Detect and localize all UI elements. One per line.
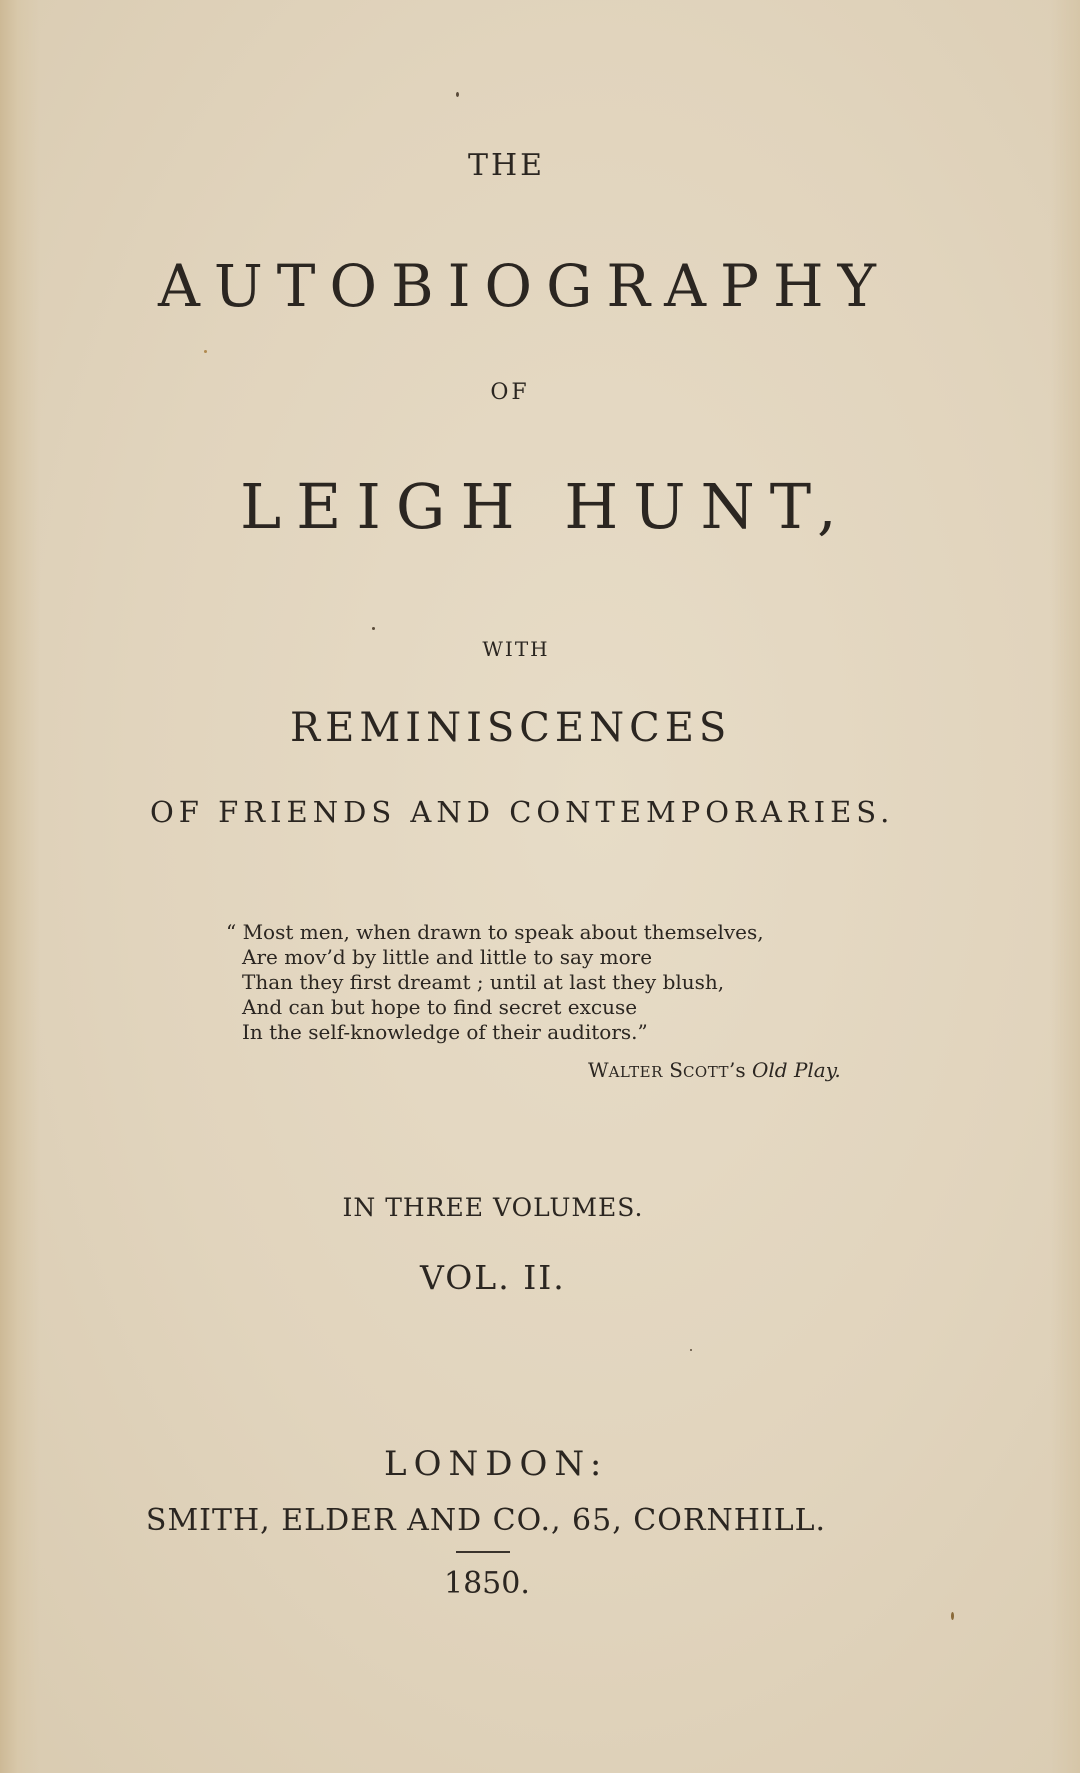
epigraph-line: “ Most men, when drawn to speak about themselves, <box>226 920 764 944</box>
title-of: OF <box>490 380 530 405</box>
paper-speck <box>456 92 459 97</box>
epigraph-line: Are mov’d by little and little to say more <box>242 945 653 969</box>
paper-speck <box>690 1349 692 1351</box>
paper-speck <box>951 1612 954 1620</box>
epigraph-attribution <box>588 1058 841 1082</box>
attribution-smallcaps: ALTER <box>608 1063 663 1081</box>
imprint-year: 1850. <box>444 1566 530 1601</box>
imprint-city: LONDON: <box>384 1444 609 1484</box>
epigraph-line: In the self-knowledge of their auditors.” <box>242 1020 648 1044</box>
subtitle-friends: OF FRIENDS AND CONTEMPORARIES. <box>150 795 895 829</box>
volume-number: VOL. II. <box>420 1258 566 1297</box>
title-with: WITH <box>482 637 550 661</box>
attribution-work: Old Play. <box>752 1058 841 1082</box>
author-name: LEIGH HUNT, <box>240 470 852 543</box>
paper-speck <box>204 350 207 353</box>
page-left-edge-shadow <box>0 0 40 1773</box>
title-article: THE <box>468 148 546 183</box>
epigraph-line: And can but hope to find secret excuse <box>242 995 638 1019</box>
page-right-edge-shadow <box>1050 0 1080 1773</box>
subtitle-reminiscences: REMINISCENCES <box>290 705 732 751</box>
attribution-initial: S <box>669 1058 683 1082</box>
paper-speck <box>372 627 375 630</box>
imprint-rule <box>456 1551 510 1553</box>
attribution-initial: W <box>588 1058 609 1082</box>
attribution-smallcaps: COTT <box>682 1063 730 1081</box>
epigraph-line: Than they first dreamt ; until at last they blush, <box>242 970 725 994</box>
attribution-possessive: ’s <box>729 1058 746 1082</box>
volume-set: IN THREE VOLUMES. <box>342 1193 644 1222</box>
imprint-publisher: SMITH, ELDER AND CO., 65, CORNHILL. <box>145 1503 827 1538</box>
title-main: AUTOBIOGRAPHY <box>158 252 890 320</box>
